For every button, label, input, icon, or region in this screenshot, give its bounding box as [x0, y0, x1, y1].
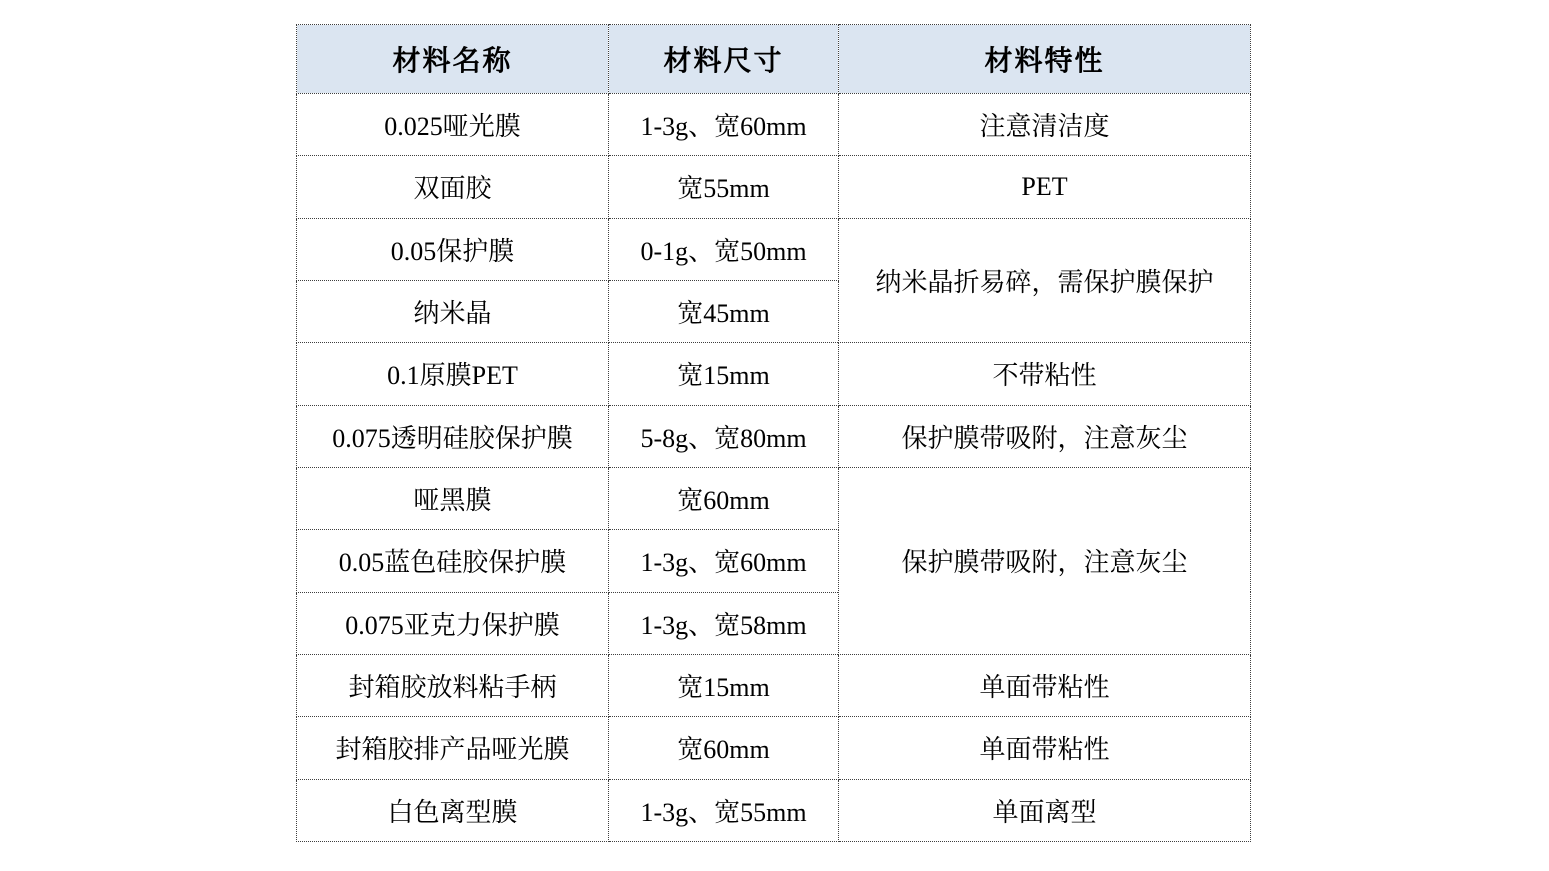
- cell-material-size: 宽45mm: [609, 280, 839, 342]
- cell-material-size: 5-8g、宽80mm: [609, 405, 839, 467]
- cell-material-name: 0.1原膜PET: [297, 343, 609, 405]
- cell-material-name: 双面胶: [297, 156, 609, 218]
- table-row: [297, 467, 1251, 529]
- table-row: [297, 156, 1251, 218]
- materials-table-container: [296, 24, 1251, 842]
- cell-material-feature: PET: [839, 156, 1251, 218]
- table-row: [297, 218, 1251, 280]
- cell-material-name: 封箱胶放料粘手柄: [297, 654, 609, 716]
- header-material-feature: 材料特性: [839, 25, 1251, 94]
- cell-material-name: 纳米晶: [297, 280, 609, 342]
- header-material-name: 材料名称: [297, 25, 609, 94]
- cell-material-feature: 单面离型: [839, 779, 1251, 841]
- cell-material-size: 0-1g、宽50mm: [609, 218, 839, 280]
- cell-material-name: 0.05保护膜: [297, 218, 609, 280]
- cell-material-name: 封箱胶排产品哑光膜: [297, 717, 609, 779]
- cell-material-size: 1-3g、宽58mm: [609, 592, 839, 654]
- cell-material-size: 宽60mm: [609, 467, 839, 529]
- cell-material-size: 宽55mm: [609, 156, 839, 218]
- cell-material-feature: 注意清洁度: [839, 94, 1251, 156]
- table-header: [297, 25, 1251, 94]
- cell-material-size: 1-3g、宽60mm: [609, 94, 839, 156]
- cell-material-size: 宽15mm: [609, 343, 839, 405]
- materials-table: [296, 24, 1251, 842]
- header-material-size: 材料尺寸: [609, 25, 839, 94]
- cell-material-feature-merged: 保护膜带吸附，注意灰尘: [839, 467, 1251, 654]
- cell-material-feature: 不带粘性: [839, 343, 1251, 405]
- table-row: [297, 405, 1251, 467]
- cell-material-name: 0.075透明硅胶保护膜: [297, 405, 609, 467]
- cell-material-feature: 保护膜带吸附，注意灰尘: [839, 405, 1251, 467]
- cell-material-size: 1-3g、宽60mm: [609, 530, 839, 592]
- table-row: [297, 94, 1251, 156]
- table-row: [297, 717, 1251, 779]
- table-row: [297, 343, 1251, 405]
- cell-material-feature: 单面带粘性: [839, 654, 1251, 716]
- cell-material-feature: 单面带粘性: [839, 717, 1251, 779]
- table-row: [297, 779, 1251, 841]
- header-row: [297, 25, 1251, 94]
- cell-material-size: 宽15mm: [609, 654, 839, 716]
- cell-material-size: 1-3g、宽55mm: [609, 779, 839, 841]
- cell-material-name: 0.075亚克力保护膜: [297, 592, 609, 654]
- cell-material-name: 哑黑膜: [297, 467, 609, 529]
- cell-material-name: 白色离型膜: [297, 779, 609, 841]
- cell-material-size: 宽60mm: [609, 717, 839, 779]
- table-body: [297, 94, 1251, 842]
- cell-material-name: 0.025哑光膜: [297, 94, 609, 156]
- table-row: [297, 654, 1251, 716]
- cell-material-feature-merged: 纳米晶折易碎，需保护膜保护: [839, 218, 1251, 343]
- cell-material-name: 0.05蓝色硅胶保护膜: [297, 530, 609, 592]
